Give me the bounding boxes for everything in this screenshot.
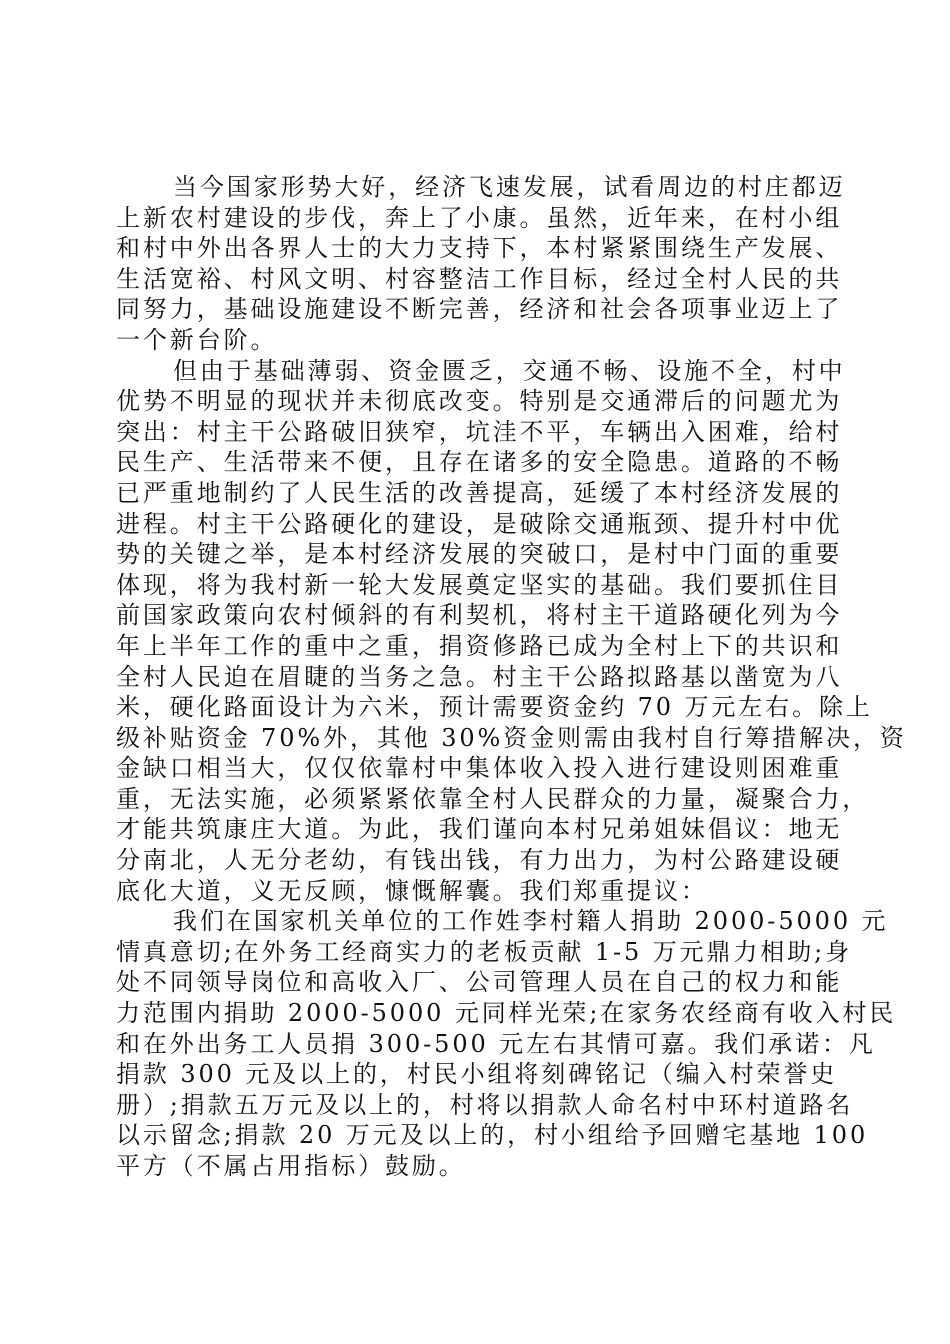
text-line: 势的关键之举，是本村经济发展的突破口，是村中门面的重要 (116, 540, 843, 569)
text-line: 进程。村主干公路硬化的建设，是破除交通瓶颈、提升村中优 (116, 509, 843, 538)
text-line: 分南北，人无分老幼，有钱出钱，有力出力，为村公路建设硬 (116, 846, 843, 875)
text-line: 捐款 300 元及以上的，村民小组将刻碑铭记（编入村荣誉史 (116, 1060, 838, 1089)
text-line: 体现，将为我村新一轮大发展奠定坚实的基础。我们要抓住目 (116, 570, 843, 599)
text-line: 但由于基础薄弱、资金匮乏，交通不畅、设施不全，村中 (173, 356, 846, 385)
text-line: 金缺口相当大，仅仅依靠村中集体收入投入进行建设则困难重 (116, 754, 843, 783)
text-line: 年上半年工作的重中之重，捐资修路已成为全村上下的共识和 (116, 631, 843, 660)
text-line: 一个新台阶。 (116, 325, 278, 354)
paragraph (116, 172, 846, 356)
text-line: 册）;捐款五万元及以上的，村将以捐款人命名村中环村道路名 (116, 1090, 854, 1119)
text-line: 和在外出务工人员捐 300-500 元左右其情可嘉。我们承诺：凡 (116, 1029, 876, 1058)
text-line: 全村人民迫在眉睫的当务之急。村主干公路拟路基以凿宽为八 (116, 662, 843, 691)
text-line: 上新农村建设的步伐，奔上了小康。虽然，近年来，在村小组 (116, 203, 843, 232)
text-line: 民生产、生活带来不便，且存在诸多的安全隐患。道路的不畅 (116, 448, 843, 477)
text-line: 平方（不属占用指标）鼓励。 (116, 1152, 466, 1180)
text-line: 前国家政策向农村倾斜的有利契机，将村主干道路硬化列为今 (116, 601, 843, 630)
text-line: 我们在国家机关单位的工作姓李村籍人捐助 2000-5000 元 (173, 907, 889, 936)
text-line: 底化大道，义无反顾，慷慨解囊。我们郑重提议： (116, 876, 708, 905)
paragraph (116, 906, 897, 1181)
text-line: 同努力，基础设施建设不断完善，经济和社会各项事业迈上了 (116, 295, 843, 324)
text-line: 重，无法实施，必须紧紧依靠全村人民群众的力量，凝聚合力， (116, 784, 870, 813)
text-line: 以示留念;捐款 20 万元及以上的，村小组给予回赠宅基地 100 (116, 1121, 869, 1150)
text-line: 情真意切;在外务工经商实力的老板贡献 1-5 万元鼎力相助;身 (116, 937, 852, 966)
text-line: 已严重地制约了人民生活的改善提高，延缓了本村经济发展的 (116, 478, 843, 507)
text-line: 米，硬化路面设计为六米，预计需要资金约 70 万元左右。除上 (116, 693, 873, 722)
text-line: 和村中外出各界人士的大力支持下，本村紧紧围绕生产发展、 (116, 234, 843, 263)
text-line: 处不同领导岗位和高收入厂、公司管理人员在自己的权力和能 (116, 968, 843, 997)
text-line: 级补贴资金 70%外，其他 30%资金则需由我村自行筹措解决，资 (116, 723, 907, 752)
text-line: 优势不明显的现状并未彻底改变。特别是交通滞后的问题尤为 (116, 387, 843, 416)
text-line: 力范围内捐助 2000-5000 元同样光荣;在家务农经商有收入村民 (116, 999, 897, 1028)
text-line: 当今国家形势大好，经济飞速发展，试看周边的村庄都迈 (173, 173, 846, 201)
text-line: 生活宽裕、村风文明、村容整洁工作目标，经过全村人民的共 (116, 264, 843, 293)
paragraph (116, 356, 907, 907)
document-body (116, 172, 907, 1182)
text-line: 突出：村主干公路破旧狭窄，坑洼不平，车辆出入困难，给村 (116, 417, 843, 446)
text-line: 才能共筑康庄大道。为此，我们谨向本村兄弟姐妹倡议：地无 (116, 815, 843, 844)
